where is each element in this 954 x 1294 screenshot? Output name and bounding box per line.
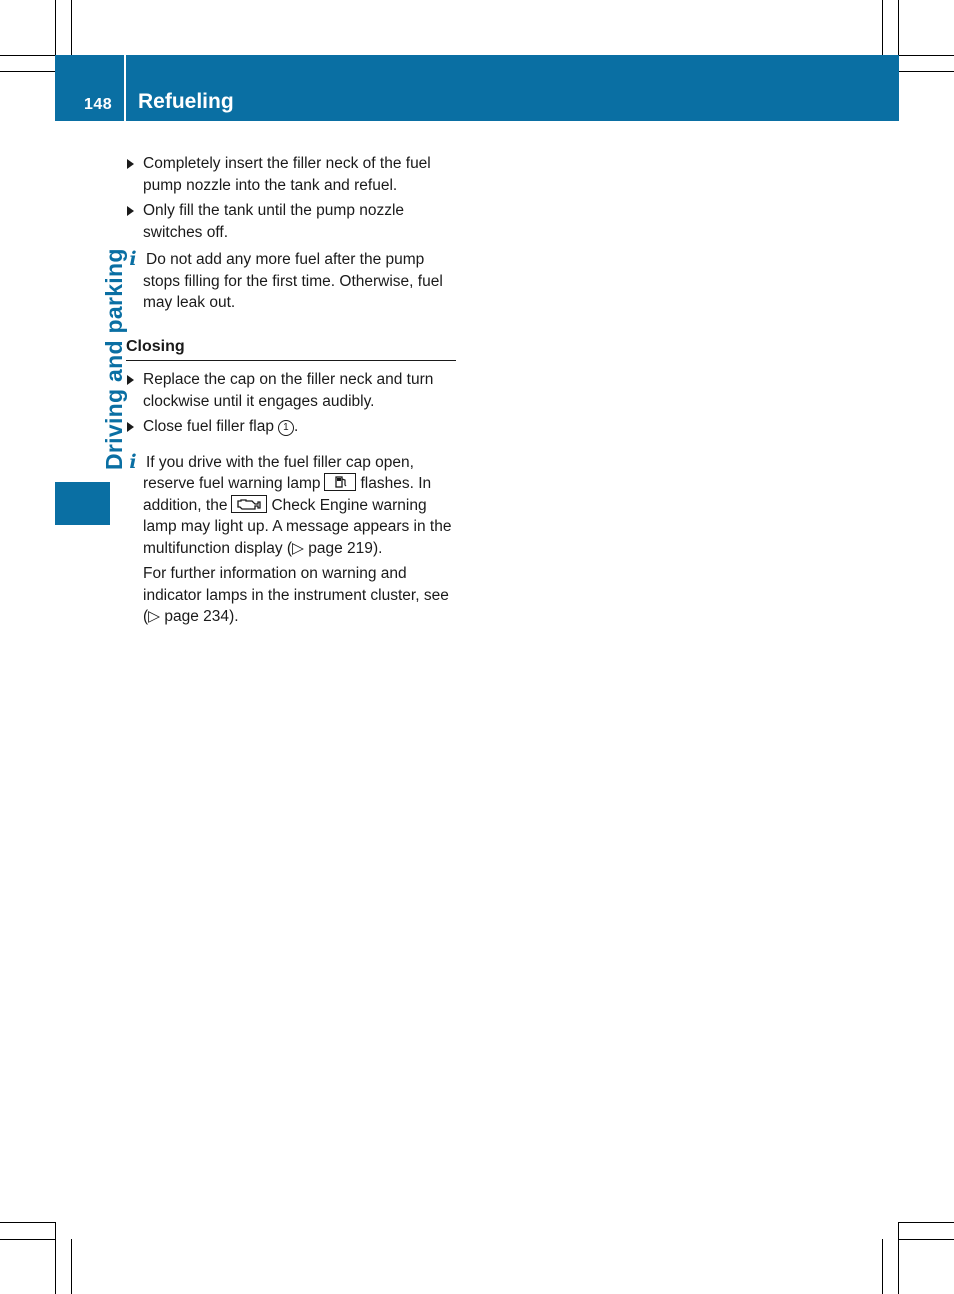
- crop-mark: [898, 1222, 899, 1294]
- header-divider: [124, 55, 126, 121]
- crop-mark: [0, 1239, 55, 1240]
- info-icon: i: [129, 248, 137, 270]
- crop-mark: [55, 1222, 56, 1294]
- crop-mark: [0, 1222, 55, 1223]
- info-note: [126, 452, 456, 628]
- info-text: ).: [372, 539, 383, 557]
- arrow-right-icon: [127, 422, 134, 432]
- crop-mark: [882, 0, 883, 55]
- info-text: flashes. In addition, the: [143, 475, 432, 514]
- step-text-end: .: [293, 418, 299, 435]
- callout-number: 1: [278, 420, 294, 436]
- step-text: Only fill the tank until the pump nozzle switches off.: [143, 202, 405, 241]
- instruction-step: [126, 200, 456, 243]
- section-subheading: Closing: [126, 336, 456, 362]
- crop-mark: [0, 55, 55, 56]
- info-text: Check Engine warning lamp may light up. A message appears in the multifunction display (: [143, 496, 452, 557]
- step-text: Completely insert the filler neck of the fuel pump nozzle into the tank and refuel.: [143, 155, 431, 194]
- instruction-step: [126, 369, 456, 412]
- crop-mark: [71, 1239, 72, 1294]
- crop-mark: [882, 1239, 883, 1294]
- crop-mark: [55, 0, 56, 55]
- crop-mark: [899, 1239, 954, 1240]
- section-title: Refueling: [138, 90, 234, 113]
- info-text: If you drive with the fuel filler cap open, reserve fuel warning lamp: [143, 453, 414, 492]
- info-note: [126, 249, 456, 314]
- step-text: Replace the cap on the filler neck and turn clockwise until it engages audibly.: [143, 371, 434, 410]
- info-text: Do not add any more fuel after the pump stops filling for the first time. Otherwise, fuel may leak out.: [143, 251, 443, 311]
- instruction-step: [126, 153, 456, 196]
- check-engine-icon: [231, 495, 267, 513]
- crop-mark: [899, 55, 954, 56]
- page-reference-link[interactable]: ▷ page 234: [148, 608, 230, 625]
- page-reference-link[interactable]: ▷ page 219: [292, 539, 373, 557]
- crop-mark: [0, 71, 55, 72]
- crop-mark: [899, 71, 954, 72]
- chapter-label: Driving and parking: [101, 248, 127, 470]
- step-text: Close fuel filler flap: [143, 418, 274, 435]
- arrow-right-icon: [127, 206, 134, 216]
- instruction-step: [126, 416, 456, 438]
- content-column: [126, 153, 456, 632]
- page-number: 148: [84, 96, 113, 113]
- info-icon: i: [129, 450, 137, 473]
- crop-mark: [899, 1222, 954, 1223]
- info-text: ).: [229, 608, 239, 625]
- arrow-right-icon: [127, 375, 134, 385]
- info-text: For further information on warning and indicator lamps in the instrument cluster, see (: [143, 565, 449, 625]
- crop-mark: [71, 0, 72, 55]
- arrow-right-icon: [127, 159, 134, 169]
- fuel-pump-icon: [324, 473, 356, 491]
- side-tab-marker: [55, 482, 110, 525]
- crop-mark: [898, 0, 899, 55]
